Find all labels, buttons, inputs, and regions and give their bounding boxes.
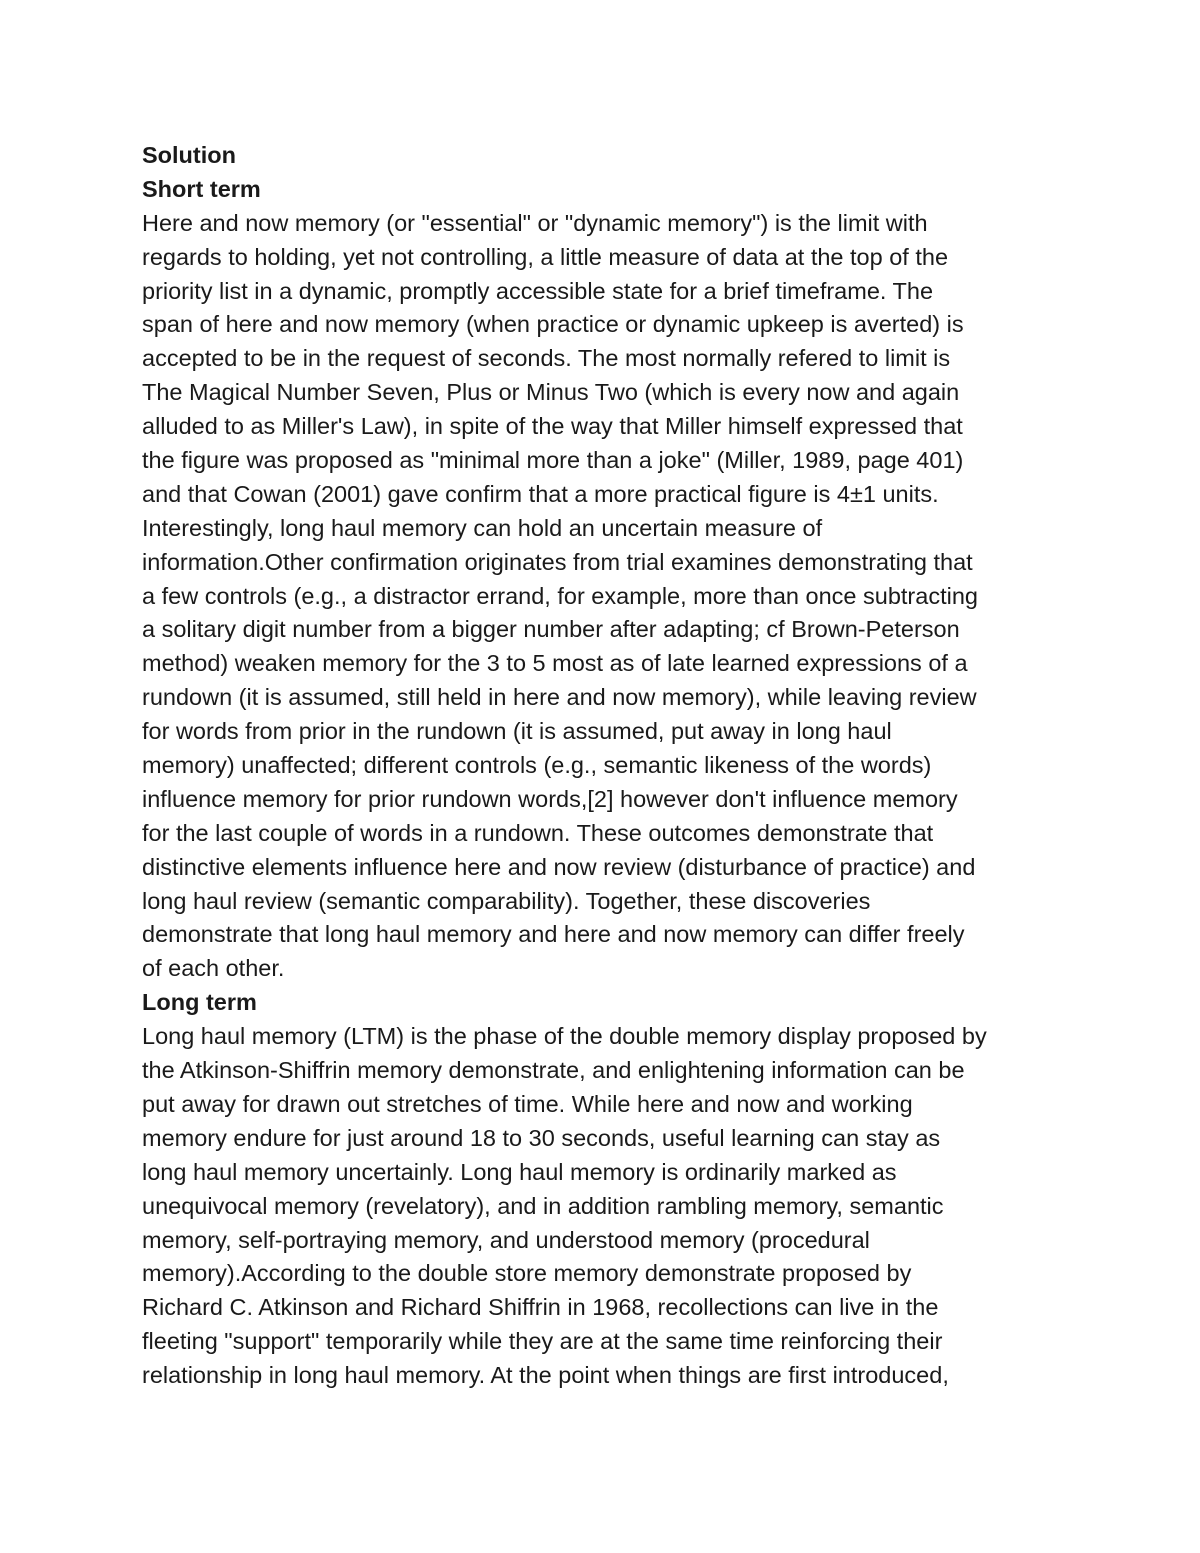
text-line: The Magical Number Seven, Plus or Minus Two (which is every now and again bbox=[142, 379, 960, 406]
section-short-term bbox=[142, 173, 1077, 986]
text-line: Interestingly, long haul memory can hold an uncertain measure of bbox=[142, 514, 823, 541]
text-line: regards to holding, yet not controlling, a little measure of data at the top of the bbox=[142, 243, 949, 270]
text-line: information.Other confirmation originates from trial examines demonstrating that bbox=[142, 548, 973, 575]
text-line: memory, self-portraying memory, and understood memory (procedural bbox=[142, 1226, 870, 1253]
text-line: long haul memory uncertainly. Long haul memory is ordinarily marked as bbox=[142, 1158, 897, 1185]
text-line: and that Cowan (2001) gave confirm that a more practical figure is 4±1 units. bbox=[142, 480, 939, 507]
text-line: influence memory for prior rundown words,[2] however don't influence memory bbox=[142, 785, 958, 812]
section-body bbox=[142, 207, 1077, 986]
text-line: for words from prior in the rundown (it is assumed, put away in long haul bbox=[142, 718, 892, 745]
text-line: accepted to be in the request of seconds. The most normally refered to limit is bbox=[142, 345, 951, 372]
text-line: the Atkinson-Shiffrin memory demonstrate, and enlightening information can be bbox=[142, 1057, 965, 1084]
text-line: memory) unaffected; different controls (e.g., semantic likeness of the words) bbox=[142, 752, 932, 779]
text-line: memory).According to the double store memory demonstrate proposed by bbox=[142, 1260, 912, 1287]
text-line: Long haul memory (LTM) is the phase of the double memory display proposed by bbox=[142, 1023, 987, 1050]
text-line: rundown (it is assumed, still held in here and now memory), while leaving review bbox=[142, 684, 977, 711]
text-line: for the last couple of words in a rundown. These outcomes demonstrate that bbox=[142, 819, 934, 846]
text-line: method) weaken memory for the 3 to 5 most as of late learned expressions of a bbox=[142, 650, 968, 677]
document-page bbox=[142, 139, 1077, 1393]
text-line: alluded to as Miller's Law), in spite of the way that Miller himself expressed that bbox=[142, 413, 963, 440]
text-line: memory endure for just around 18 to 30 seconds, useful learning can stay as bbox=[142, 1124, 941, 1151]
text-line: of each other. bbox=[142, 955, 285, 982]
text-line: a solitary digit number from a bigger number after adapting; cf Brown-Peterson bbox=[142, 616, 960, 643]
page-title: Solution bbox=[142, 142, 236, 168]
text-line: span of here and now memory (when practice or dynamic upkeep is averted) is bbox=[142, 311, 964, 338]
text-line: demonstrate that long haul memory and here and now memory can differ freely bbox=[142, 921, 965, 948]
section-heading: Long term bbox=[142, 989, 257, 1016]
text-line: the figure was proposed as "minimal more than a joke" (Miller, 1989, page 401) bbox=[142, 447, 964, 474]
text-line: relationship in long haul memory. At the point when things are first introduced, bbox=[142, 1362, 949, 1389]
text-line: a few controls (e.g., a distractor errand, for example, more than once subtracting bbox=[142, 582, 978, 609]
section-heading: Short term bbox=[142, 175, 261, 202]
text-line: priority list in a dynamic, promptly accessible state for a brief timeframe. The bbox=[142, 277, 934, 304]
text-line: distinctive elements influence here and now review (disturbance of practice) and bbox=[142, 853, 976, 880]
text-line: put away for drawn out stretches of time. While here and now and working bbox=[142, 1090, 913, 1117]
section-long-term bbox=[142, 986, 1077, 1393]
text-line: unequivocal memory (revelatory), and in addition rambling memory, semantic bbox=[142, 1192, 944, 1219]
text-line: Richard C. Atkinson and Richard Shiffrin in 1968, recollections can live in the bbox=[142, 1294, 939, 1321]
text-line: long haul review (semantic comparability). Together, these discoveries bbox=[142, 887, 871, 914]
section-body bbox=[142, 1020, 1077, 1393]
text-line: fleeting "support" temporarily while they are at the same time reinforcing their bbox=[142, 1328, 943, 1355]
text-line: Here and now memory (or "essential" or "dynamic memory") is the limit with bbox=[142, 209, 928, 236]
